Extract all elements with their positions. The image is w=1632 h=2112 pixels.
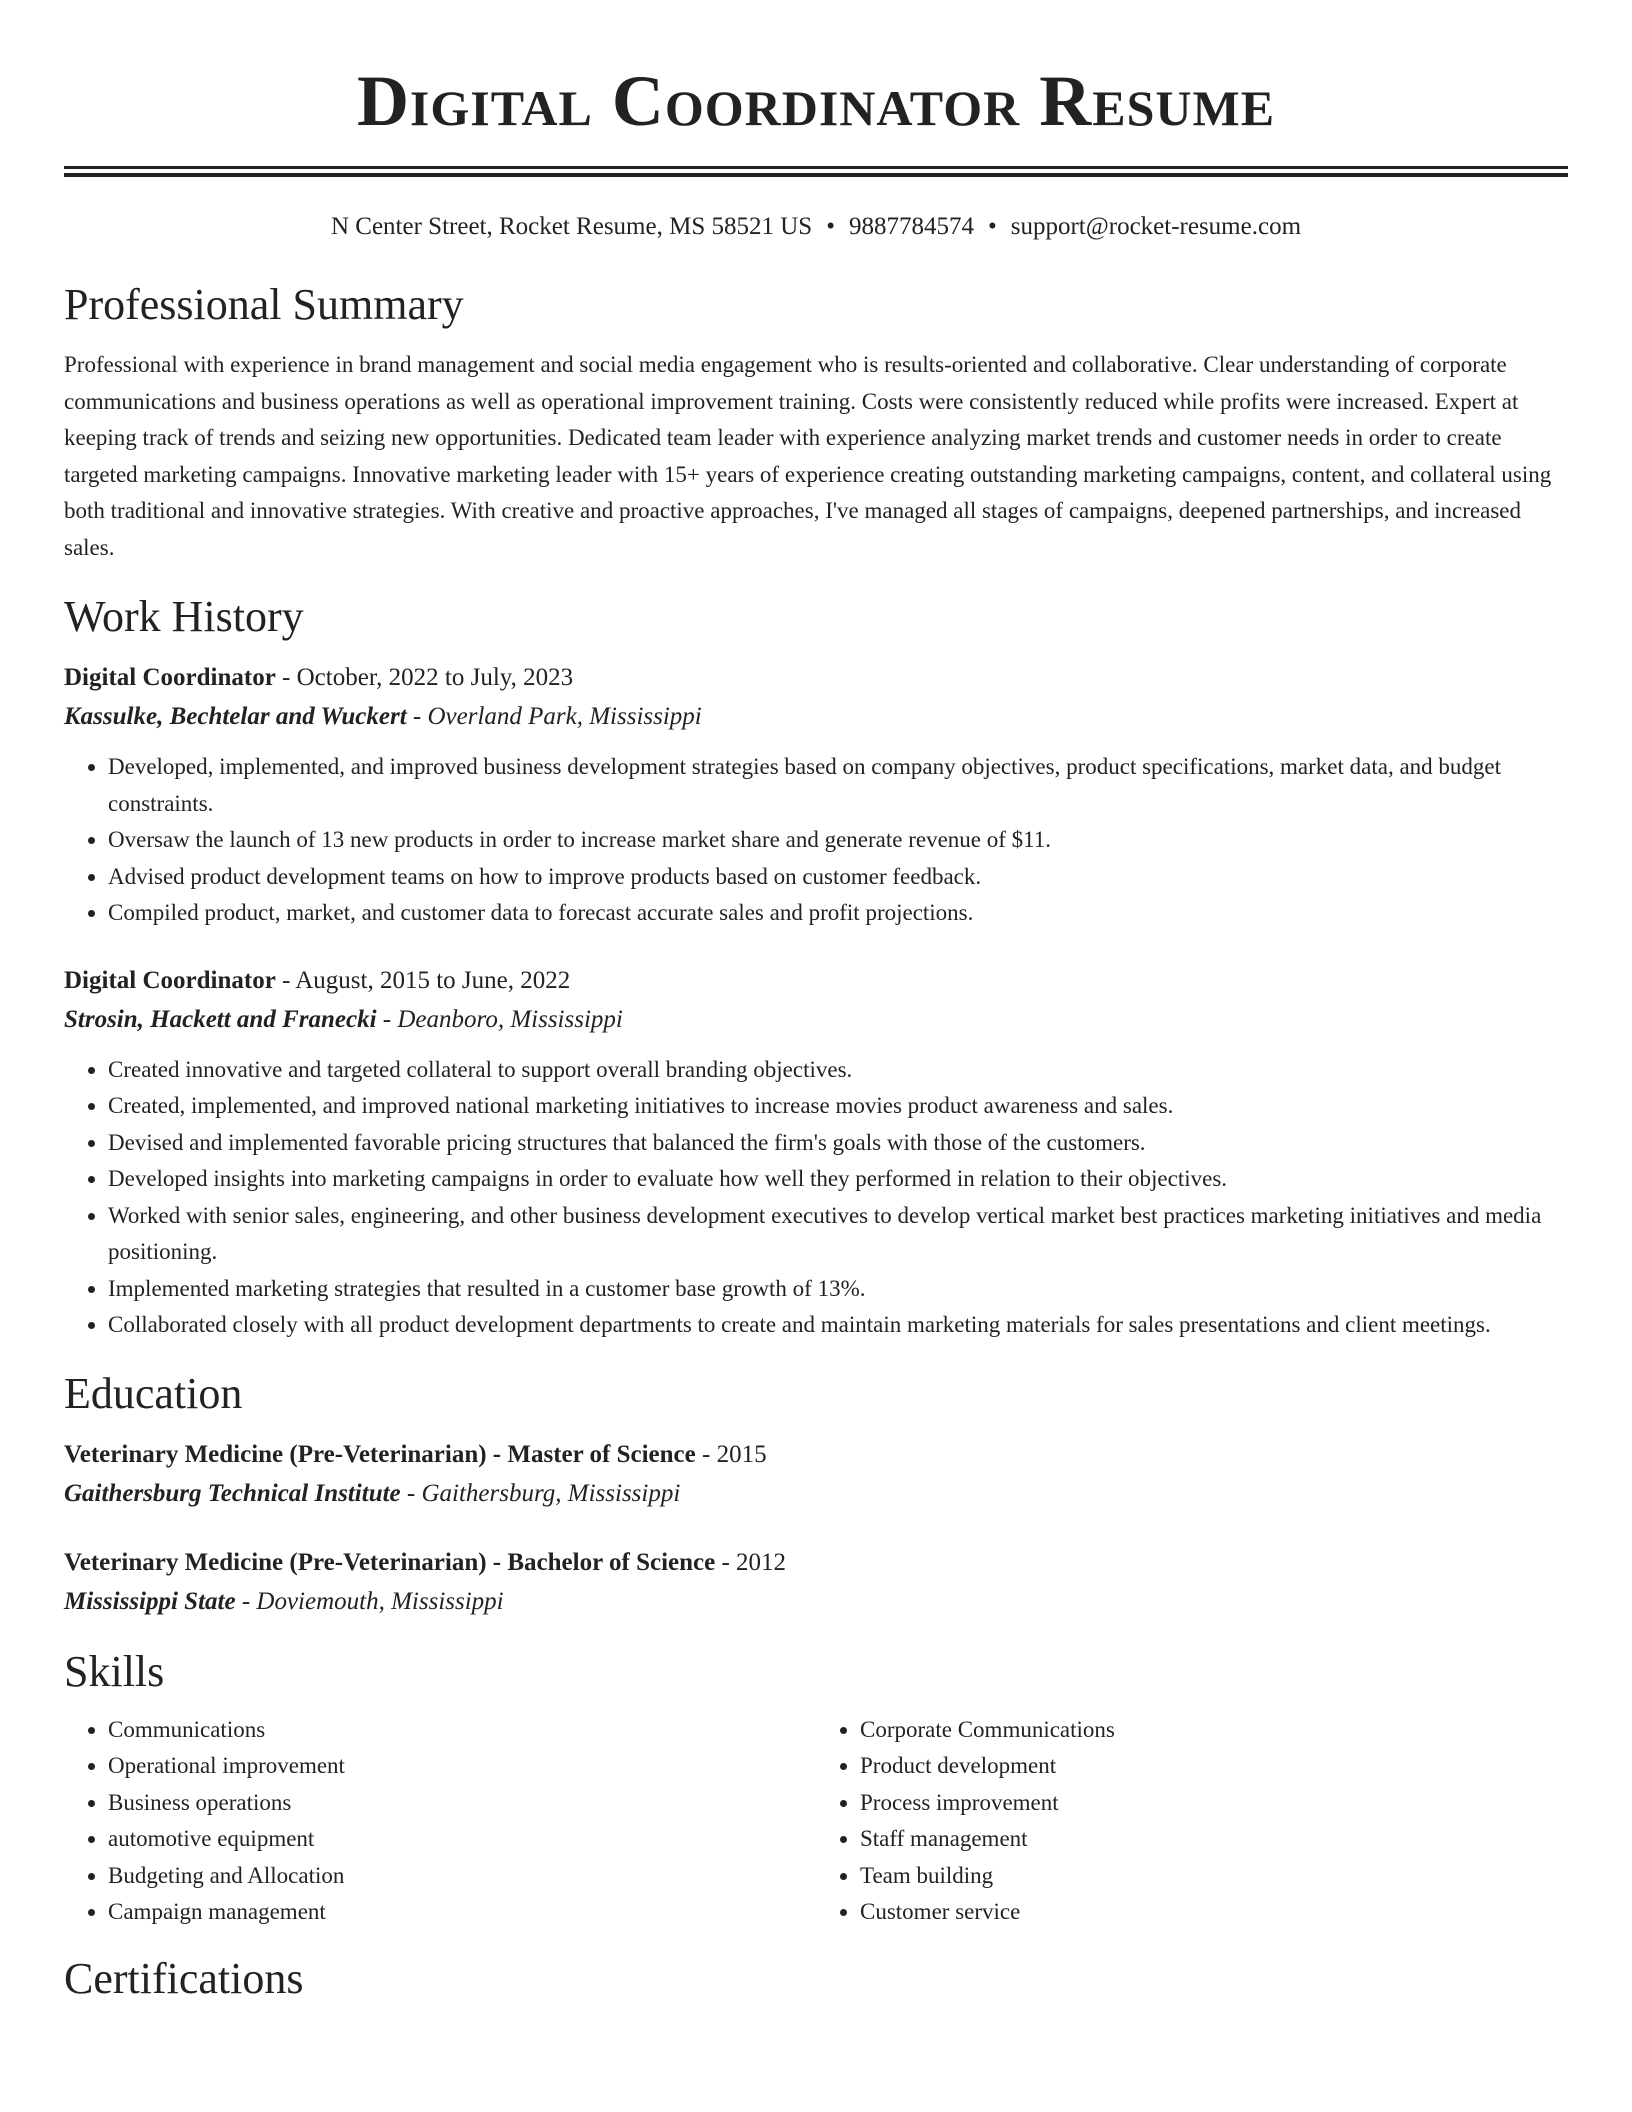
education-entry bbox=[64, 1544, 1568, 1622]
job-company: Kassulke, Bechtelar and Wuckert bbox=[64, 703, 407, 730]
list-item: • Created innovative and targeted collateral to support overall branding objectives. bbox=[108, 1052, 1568, 1089]
work-history-heading: Work History bbox=[64, 592, 304, 641]
list-item: • Collaborated closely with all product development departments to create and maintain marketing materials for sales presentations and client meetings. bbox=[108, 1307, 1568, 1344]
degree: Veterinary Medicine (Pre-Veterinarian) - Master of Science bbox=[64, 1440, 696, 1468]
degree-year: - 2015 bbox=[695, 1440, 767, 1468]
degree-line bbox=[64, 1436, 1568, 1474]
school-name: Gaithersburg Technical Institute bbox=[64, 1479, 401, 1507]
list-item: • Oversaw the launch of 13 new products in order to increase market share and generate revenue of $11. bbox=[108, 822, 1568, 859]
job-title: Digital Coordinator bbox=[64, 966, 276, 994]
skills-heading: Skills bbox=[64, 1646, 165, 1696]
school-location: - Gaithersburg, Mississippi bbox=[400, 1479, 681, 1507]
contact-line bbox=[64, 211, 1568, 243]
job-bullets bbox=[64, 749, 1568, 932]
job-location: - Deanboro, Mississippi bbox=[376, 1005, 623, 1033]
list-item: • Developed insights into marketing campaigns in order to evaluate how well they performed in relation to their objectives. bbox=[108, 1161, 1568, 1198]
summary-text: Professional with experience in brand management and social media engagement who is results-oriented and collaborative. Clear understanding of corporate communications and business operations as well as operational improvement training. Costs were consistently reduced while profits were increased. Expert at keeping track of trends and seizing new opportunities. Dedicated team leader with experience analyzing market trends and customer needs in order to create targeted marketing campaigns. Innovative marketing leader with 15+ years of experience creating outstanding marketing campaigns, content, and collateral using both traditional and innovative strategies. With creative and proactive approaches, I've managed all stages of campaigns, deepened partnerships, and increased sales. bbox=[64, 352, 1552, 560]
job-bullets bbox=[64, 1052, 1568, 1344]
job-title-line bbox=[64, 659, 1568, 697]
skill-item: • Operational improvement bbox=[108, 1748, 816, 1785]
list-item: • Devised and implemented favorable pricing structures that balanced the firm's goals with those of the customers. bbox=[108, 1125, 1568, 1162]
title-divider bbox=[64, 166, 1568, 177]
list-item: • Implemented marketing strategies that resulted in a customer base growth of 13%. bbox=[108, 1271, 1568, 1308]
skill-item: • Communications bbox=[108, 1712, 816, 1749]
list-item: • Worked with senior sales, engineering, and other business development executives to develop vertical market best practices marketing initiatives and media positioning. bbox=[108, 1198, 1568, 1271]
page-title: Digital Coordinator Resume bbox=[356, 61, 1276, 141]
skill-item: • Team building bbox=[860, 1858, 1568, 1895]
job-entry bbox=[64, 659, 1568, 932]
skill-item: • automotive equipment bbox=[108, 1821, 816, 1858]
degree-year: - 2012 bbox=[715, 1548, 787, 1576]
skills-list-right bbox=[816, 1712, 1568, 1931]
job-title: Digital Coordinator bbox=[64, 664, 276, 691]
skill-item: • Product development bbox=[860, 1748, 1568, 1785]
contact-separator: • bbox=[826, 213, 835, 240]
school-location: - Doviemouth, Mississippi bbox=[235, 1587, 504, 1615]
job-dates: - August, 2015 to June, 2022 bbox=[275, 966, 571, 994]
skill-item: • Campaign management bbox=[108, 1894, 816, 1931]
degree: Veterinary Medicine (Pre-Veterinarian) - Bachelor of Science bbox=[64, 1548, 716, 1576]
job-company: Strosin, Hackett and Franecki bbox=[64, 1005, 377, 1033]
skills-list-left bbox=[64, 1712, 816, 1931]
skill-item: • Customer service bbox=[860, 1894, 1568, 1931]
contact-email: support@rocket-resume.com bbox=[1010, 213, 1302, 240]
job-dates: - October, 2022 to July, 2023 bbox=[275, 664, 574, 691]
skills-grid bbox=[64, 1712, 1568, 1931]
degree-line bbox=[64, 1544, 1568, 1582]
certifications-heading: Certifications bbox=[64, 1953, 304, 2003]
education-entry bbox=[64, 1436, 1568, 1514]
job-entry bbox=[64, 962, 1568, 1344]
education-heading: Education bbox=[64, 1368, 243, 1418]
list-item: • Developed, implemented, and improved business development strategies based on company objectives, product specifications, market data, and budget constraints. bbox=[108, 749, 1568, 822]
contact-separator: • bbox=[987, 213, 997, 240]
list-item: • Advised product development teams on how to improve products based on customer feedback. bbox=[108, 859, 1568, 896]
job-location: - Overland Park, Mississippi bbox=[406, 703, 702, 730]
contact-phone: 9887784574 bbox=[848, 213, 974, 240]
skill-item: • Corporate Communications bbox=[860, 1712, 1568, 1749]
contact-address: N Center Street, Rocket Resume, MS 58521 US bbox=[330, 213, 813, 240]
school-line bbox=[64, 1474, 1568, 1514]
school-name: Mississippi State bbox=[64, 1587, 236, 1615]
summary-heading: Professional Summary bbox=[64, 280, 464, 329]
skill-item: • Staff management bbox=[860, 1821, 1568, 1858]
skill-item: • Business operations bbox=[108, 1785, 816, 1822]
school-line bbox=[64, 1582, 1568, 1622]
list-item: • Created, implemented, and improved national marketing initiatives to increase movies product awareness and sales. bbox=[108, 1088, 1568, 1125]
list-item: • Compiled product, market, and customer data to forecast accurate sales and profit projections. bbox=[108, 895, 1568, 932]
skill-item: • Budgeting and Allocation bbox=[108, 1858, 816, 1895]
job-company-line bbox=[64, 1000, 1568, 1040]
job-title-line bbox=[64, 962, 1568, 1000]
skill-item: • Process improvement bbox=[860, 1785, 1568, 1822]
job-company-line bbox=[64, 697, 1568, 737]
